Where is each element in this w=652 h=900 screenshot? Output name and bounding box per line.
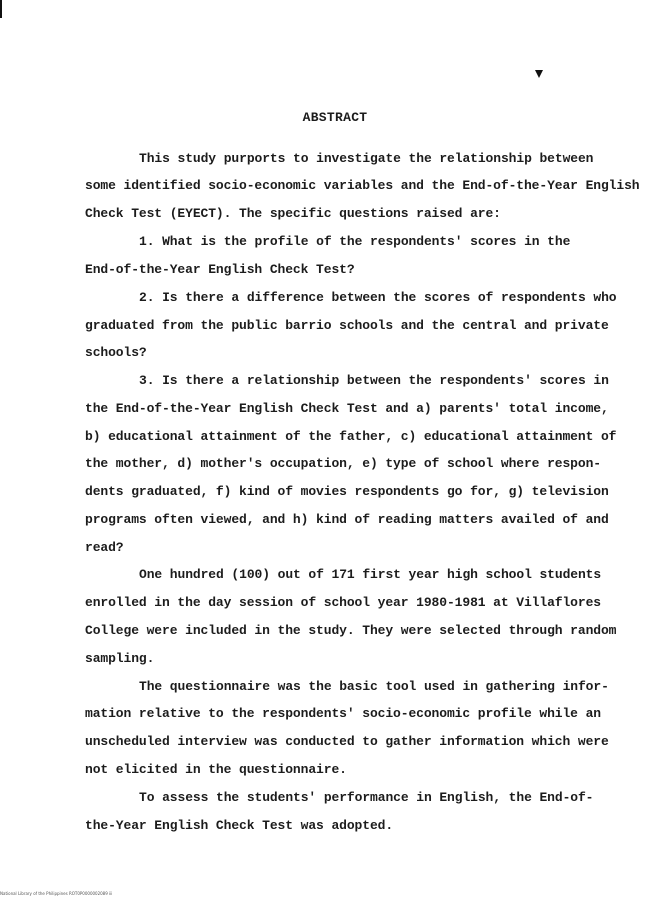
text-line: not elicited in the questionnaire. (85, 762, 347, 777)
text-line: End-of-the-Year English Check Test? (85, 262, 355, 277)
text-line: 2. Is there a difference between the scores of respondents who (139, 290, 617, 305)
text-line: Check Test (EYECT). The specific questions raised are: (85, 206, 501, 221)
text-line: College were included in the study. They were selected through random (85, 623, 617, 638)
text-line: 3. Is there a relationship between the respondents' scores in (139, 373, 609, 388)
footer-stamp: National Library of the Philippines ROT0P0000002089 iii (0, 891, 113, 896)
scan-edge-mark (0, 0, 2, 18)
text-line: One hundred (100) out of 171 first year high school students (139, 567, 602, 582)
text-line: programs often viewed, and h) kind of reading matters availed of and (85, 512, 609, 527)
text-line: the-Year English Check Test was adopted. (85, 818, 394, 833)
triangle-marker-icon (535, 70, 543, 78)
text-line: 1. What is the profile of the respondents' scores in the (139, 234, 571, 249)
text-line: dents graduated, f) kind of movies respondents go for, g) television (85, 484, 609, 499)
text-line: The questionnaire was the basic tool used in gathering infor- (139, 679, 609, 694)
text-line: the mother, d) mother's occupation, e) type of school where respon- (85, 456, 601, 471)
text-line: enrolled in the day session of school year 1980-1981 at Villaflores (85, 595, 601, 610)
text-line: sampling. (85, 651, 155, 666)
text-line: b) educational attainment of the father, c) educational attainment of (85, 429, 617, 444)
text-line: graduated from the public barrio schools and the central and private (85, 318, 609, 333)
text-line: unscheduled interview was conducted to gather information which were (85, 734, 609, 749)
page-title: ABSTRACT (302, 110, 368, 125)
text-line: the End-of-the-Year English Check Test and a) parents' total income, (85, 401, 609, 416)
text-line: read? (85, 540, 124, 555)
text-line: some identified socio-economic variables and the End-of-the-Year English (85, 178, 640, 193)
text-line: This study purports to investigate the relationship between (139, 151, 594, 166)
text-line: To assess the students' performance in English, the End-of- (139, 790, 594, 805)
text-line: schools? (85, 345, 147, 360)
text-line: mation relative to the respondents' socio-economic profile while an (85, 706, 601, 721)
